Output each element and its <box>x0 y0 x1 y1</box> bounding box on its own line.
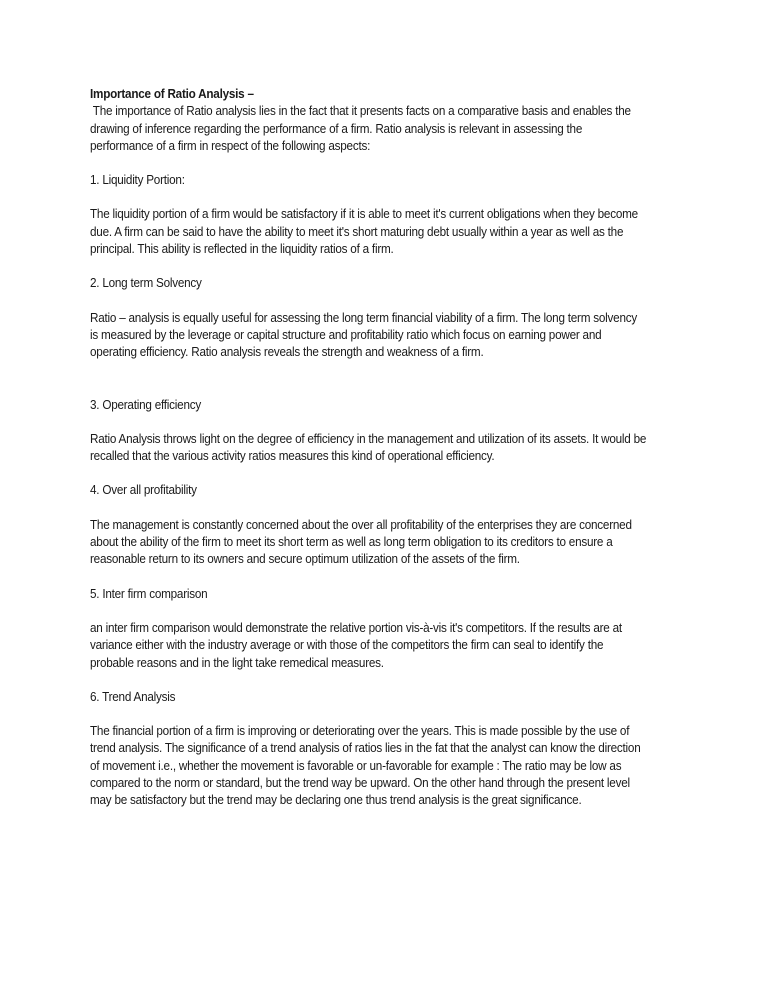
section-body-profitability: The management is constantly concerned about the over all profitability of the enterprises they are concerned about the ability of the firm to meet its short term as well as long term obligation to its creditors to ensure a reasonable return to its owners and secure optimum utilization of the assets of the firm. <box>90 517 632 567</box>
section-body-liquidity: The liquidity portion of a firm would be satisfactory if it is able to meet it's current obligations when they become due. A firm can be said to have the ability to meet it's short maturing debt usually within a year as well as the principal. This ability is reflected in the liquidity ratios of a firm. <box>90 207 638 257</box>
section-heading-inter-firm: 5. Inter firm comparison <box>90 586 208 601</box>
section-body-solvency: Ratio – analysis is equally useful for assessing the long term financial viability of a firm. The long term solvency is measured by the leverage or capital structure and profitability ratio which focus on earning power and operating efficiency. Ratio analysis reveals the strength and weakness of a firm. <box>90 310 637 360</box>
section-body-inter-firm: an inter firm comparison would demonstrate the relative portion vis-à-vis it's competitors. If the results are at variance either with the industry average or with those of the competitors the firm can seal to identify the probable reasons and in the light take remedical measures. <box>90 620 622 670</box>
document-title: Importance of Ratio Analysis – <box>90 87 254 101</box>
document-page <box>90 86 646 827</box>
section-heading-trend-analysis: 6. Trend Analysis <box>90 689 176 704</box>
section-body-trend-analysis: The financial portion of a firm is improving or deteriorating over the years. This is made possible by the use of trend analysis. The significance of a trend analysis of ratios lies in the fat that the analyst can know the direction of movement i.e., whether the movement is favorable or un-favorable for example : The ratio may be low as compared to the norm or standard, but the trend way be upward. On the other hand through the present level may be satisfactory but the trend may be declaring one thus trend analysis is the great significance. <box>90 724 641 808</box>
section-heading-liquidity: 1. Liquidity Portion: <box>90 173 185 188</box>
section-heading-solvency: 2. Long term Solvency <box>90 276 202 291</box>
section-heading-profitability: 4. Over all profitability <box>90 483 197 498</box>
intro-paragraph: The importance of Ratio analysis lies in the fact that it presents facts on a comparative basis and enables the drawing of inference regarding the performance of a firm. Ratio analysis is relevant in assessing the performance of a firm in respect of the following aspects: <box>90 104 631 153</box>
section-heading-operating-efficiency: 3. Operating efficiency <box>90 397 201 412</box>
section-body-operating-efficiency: Ratio Analysis throws light on the degree of efficiency in the management and utilization of its assets. It would be recalled that the various activity ratios measures this kind of operational efficiency. <box>90 431 647 464</box>
